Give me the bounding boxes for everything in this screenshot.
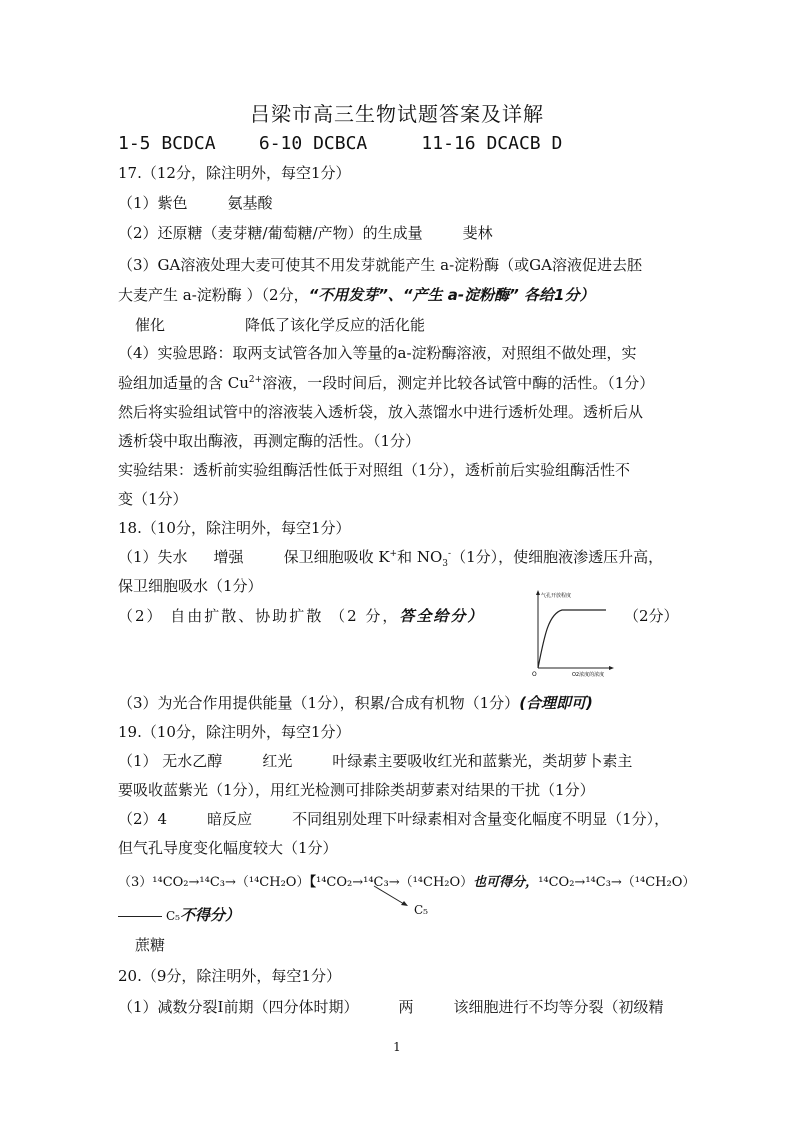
q17-line-8: 然后将实验组试管中的溶液装入透析袋，放入蒸馏水中进行透析处理。透析后从 bbox=[118, 403, 644, 421]
q20-heading: 20.（9分，除注明外，每空1分） bbox=[118, 967, 341, 985]
handwritten-note: 答全给分） bbox=[399, 607, 485, 625]
q17-line-10: 实验结果：透析前实验组酶活性低于对照组（1分），透析前后实验组酶活性不 bbox=[118, 461, 631, 479]
q19-line-6: C₅不得分） bbox=[118, 904, 240, 925]
q19-line-5: （3）¹⁴CO₂→¹⁴C₃→（¹⁴CH₂O）【¹⁴CO₂→¹⁴C₃→（¹⁴CH₂O）也可得分，¹⁴CO₂→¹⁴C₃→（¹⁴CH₂O） bbox=[118, 875, 696, 890]
q20-line-1: （1）减数分裂Ⅰ前期（四分体时期） 两 该细胞进行不均等分裂（初级精 bbox=[118, 998, 664, 1016]
arrow-to-c5 bbox=[372, 884, 412, 910]
q17-heading: 17.（12分，除注明外，每空1分） bbox=[118, 164, 351, 182]
handwritten-note: 不得分） bbox=[180, 906, 241, 924]
handwritten-note: “不用发芽”、“产生 a-淀粉酶” 各给1分） bbox=[308, 286, 595, 304]
q19-line-4: 但气孔导度变化幅度较大（1分） bbox=[118, 839, 338, 857]
page-number: 1 bbox=[393, 1040, 401, 1054]
q19-line-2: 要吸收蓝紫光（1分），用红光检测可排除类胡萝素对结果的干扰（1分） bbox=[118, 781, 595, 799]
q18-line-3: （2） 自由扩散、协助扩散 （2 分，答全给分） bbox=[118, 607, 485, 625]
graph-x-label: O2浓度的浓度 bbox=[572, 672, 605, 678]
q18-line-4: （3）为光合作用提供能量（1分），积累/合成有机物（1分）(合理即可) bbox=[118, 694, 593, 712]
handwritten-note: 也可得分， bbox=[473, 875, 539, 890]
q17-line-2: （2）还原糖（麦芽糖/葡萄糖/产物）的生成量 斐林 bbox=[118, 224, 493, 242]
graph-x-arrow bbox=[609, 666, 614, 670]
formula-1: ¹⁴CO₂→¹⁴C₃→（¹⁴CH₂O） bbox=[152, 875, 310, 890]
q18-graph-score: （2分） bbox=[624, 607, 679, 625]
q19-line-3: （2）4 暗反应 不同组别处理下叶绿素相对含量变化幅度不明显（1分）， bbox=[118, 810, 670, 828]
q18-line-2: 保卫细胞吸水（1分） bbox=[118, 577, 263, 595]
q17-line-11: 变（1分） bbox=[118, 490, 188, 508]
graph-y-arrow bbox=[536, 590, 540, 595]
q17-line-7: 验组加适量的含 $Cu^{2+}$溶液，一段时间后，测定并比较各试管中酶的活性。（1分） bbox=[118, 374, 655, 392]
q17-line-1: （1）紫色 氨基酸 bbox=[118, 194, 273, 212]
formula-2: ¹⁴CO₂→¹⁴C₃→（¹⁴CH₂O） bbox=[315, 875, 474, 890]
q17-line-4: 大麦产生 a-淀粉酶 ）（2分，“不用发芽”、“产生 a-淀粉酶” 各给1分） bbox=[118, 286, 595, 304]
q19-heading: 19.（10分，除注明外，每空1分） bbox=[118, 723, 351, 741]
q19-line-1: （1） 无水乙醇 红光 叶绿素主要吸收红光和蓝紫光，类胡萝卜素主 bbox=[118, 752, 633, 770]
q17-line-6: （4）实验思路：取两支试管各加入等量的a-淀粉酶溶液，对照组不做处理，实 bbox=[118, 344, 637, 362]
graph-origin: O bbox=[532, 671, 537, 678]
stomata-graph bbox=[528, 588, 614, 678]
arrow-line bbox=[118, 916, 162, 917]
graph-curve bbox=[538, 610, 606, 668]
q17-line-9: 透析袋中取出酶液，再测定酶的活性。（1分） bbox=[118, 432, 421, 450]
q17-line-5: 催化 降低了该化学反应的活化能 bbox=[135, 316, 426, 334]
mcq-answers: 1-5 BCDCA 6-10 DCBCA 11-16 DCACB D bbox=[118, 133, 563, 154]
c5-label: C₅ bbox=[414, 903, 428, 917]
q19-line-7: 蔗糖 bbox=[135, 936, 166, 954]
q18-line-1: （1）失水 增强 保卫细胞吸收 K+和 $NO_3^-(1$分），使细胞液渗透压升高， bbox=[118, 548, 664, 569]
handwritten-note: (合理即可) bbox=[519, 694, 593, 712]
q17-line-3: （3）GA溶液处理大麦可使其不用发芽就能产生 a-淀粉酶（或GA溶液促进去胚 bbox=[118, 256, 642, 274]
formula-3: ¹⁴CO₂→¹⁴C₃→（¹⁴CH₂O） bbox=[538, 875, 696, 890]
graph-y-label: 气孔开放程度 bbox=[541, 593, 572, 599]
page-title: 吕梁市高三生物试题答案及详解 bbox=[250, 102, 544, 126]
q18-heading: 18.（10分，除注明外，每空1分） bbox=[118, 519, 351, 537]
